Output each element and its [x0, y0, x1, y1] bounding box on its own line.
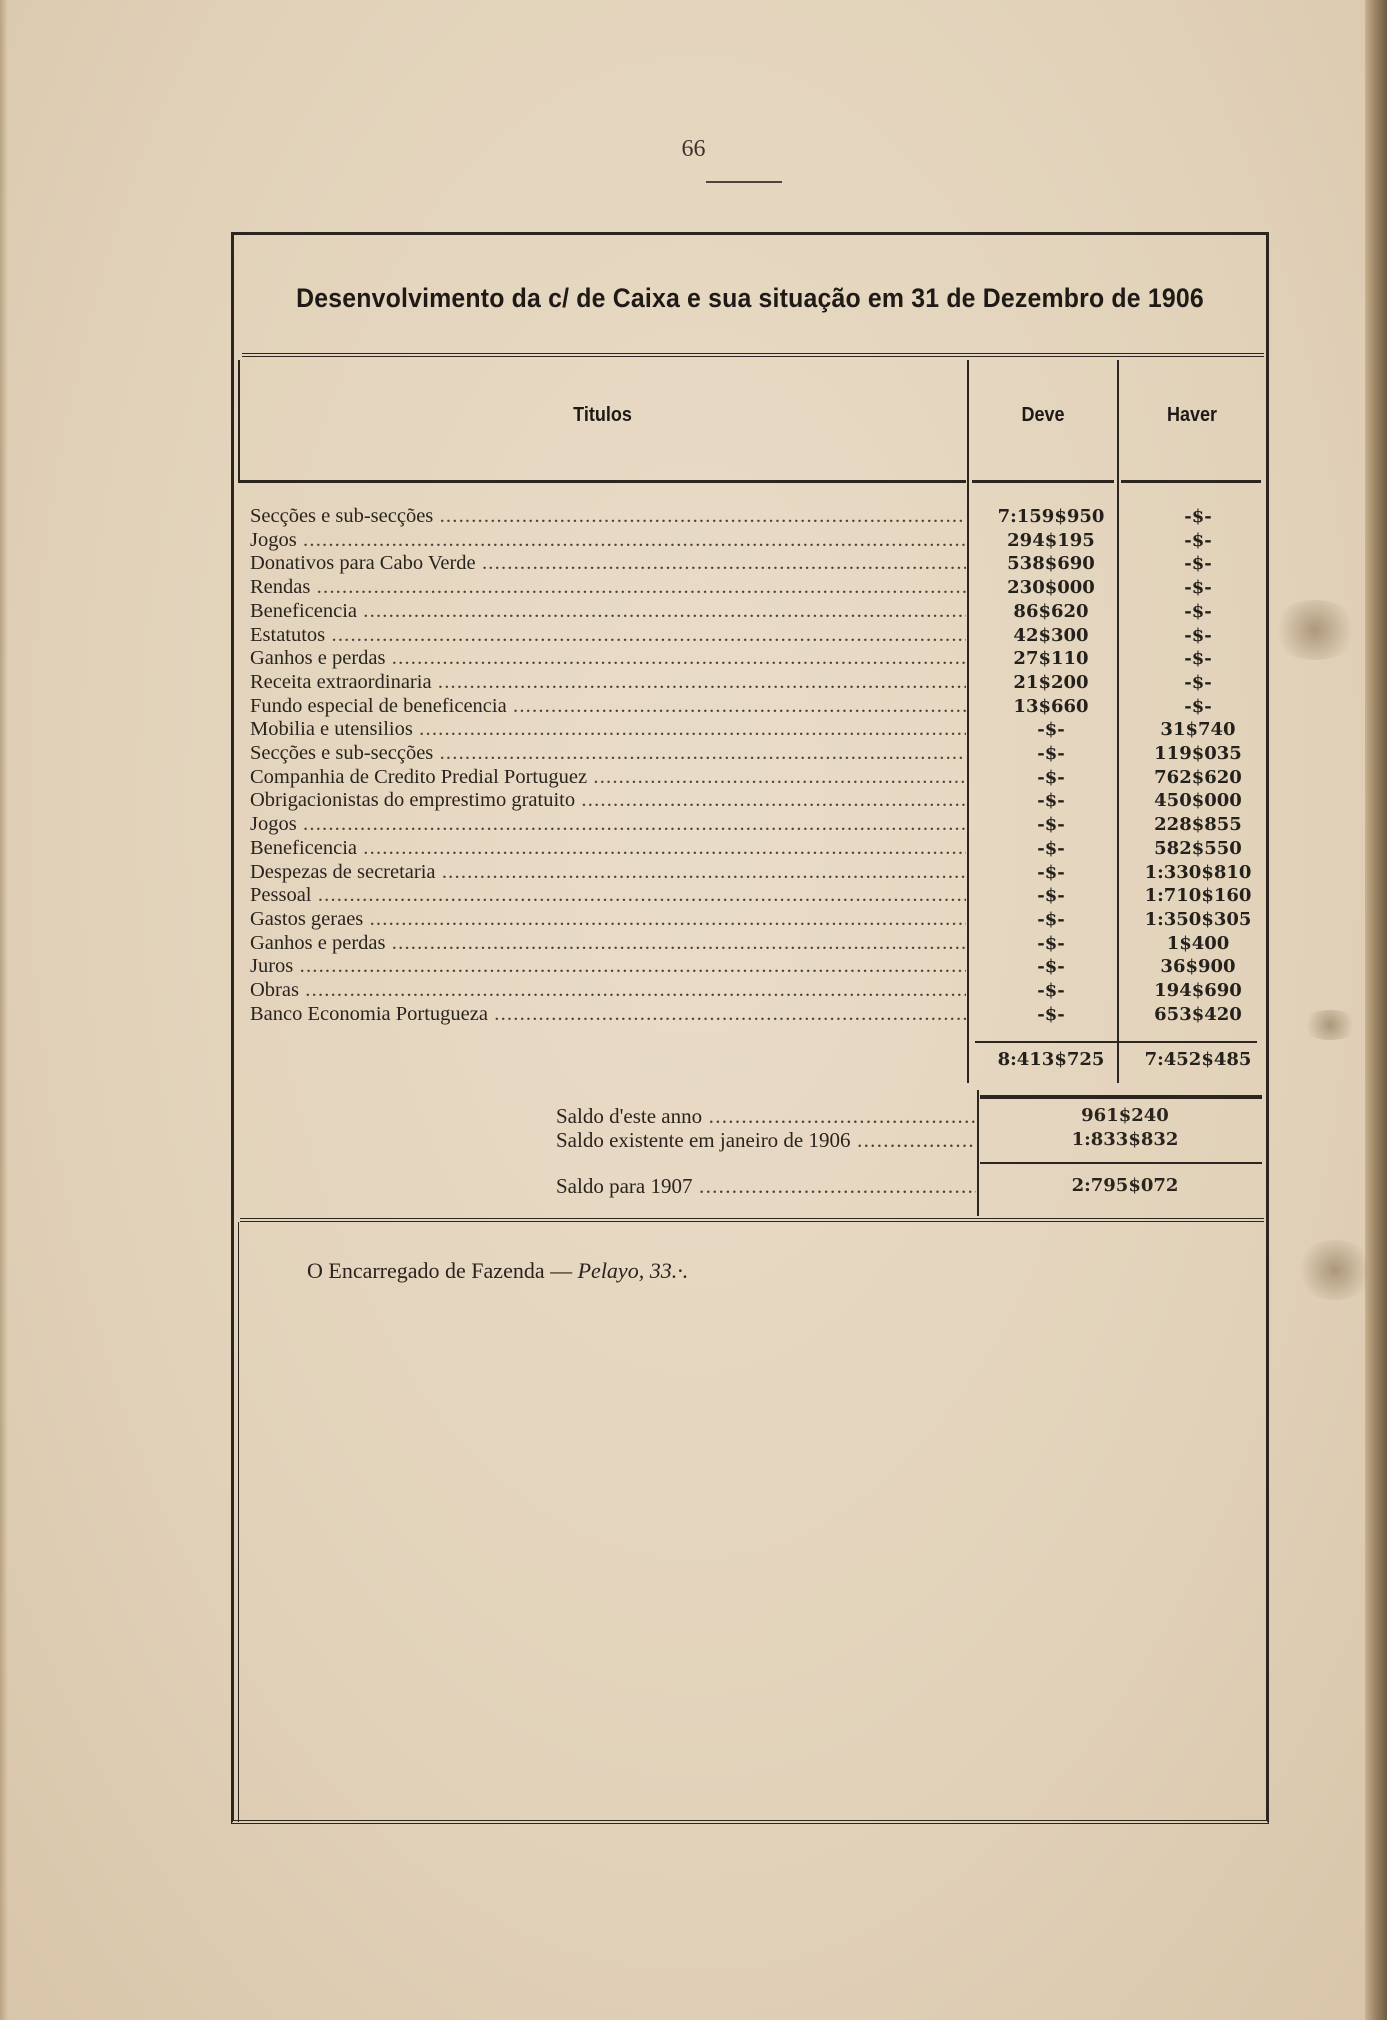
header-bottom-rule-deve: [972, 480, 1114, 483]
saldo-final-value: 2:795$072: [1071, 1175, 1179, 1196]
ledger-row: [250, 861, 1250, 885]
ledger-row: [250, 766, 1250, 790]
row-haver: -$-: [1184, 624, 1212, 646]
ledger-row: [250, 576, 1250, 600]
row-haver: 1:330$810: [1144, 861, 1252, 883]
ledger-row: [250, 671, 1250, 695]
row-haver: 36$900: [1160, 956, 1236, 978]
row-titulo: Estatutos .....: [250, 624, 966, 648]
row-haver: 119$035: [1154, 743, 1242, 764]
signature-name: Pelayo, 33.·.: [577, 1258, 689, 1283]
page-number-rule: [706, 181, 782, 183]
saldo-label: Saldo existente em janeiro de 1906 .....: [556, 1128, 976, 1152]
ledger-row: [250, 624, 1250, 648]
ledger-row: [250, 955, 1250, 979]
row-titulo: Gastos geraes .....: [250, 908, 966, 932]
row-titulo: Mobilia e utensilios .....: [250, 718, 966, 742]
page-left-edge: [0, 0, 8, 2020]
saldo-mid-rule: [980, 1162, 1262, 1164]
ledger-row: [250, 1003, 1250, 1027]
header-bottom-rule-titulos: [238, 480, 966, 483]
row-deve: 538$690: [1007, 553, 1095, 575]
row-titulo: Pessoal .....: [250, 884, 966, 908]
row-titulo: Rendas .....: [250, 576, 966, 600]
row-titulo: Jogos .....: [250, 813, 966, 837]
row-titulo: Obrigacionistas do emprestimo gratuito .....: [250, 789, 966, 813]
paper-stain: [1270, 600, 1360, 660]
saldo-value: 961$240: [1081, 1105, 1169, 1126]
ledger-row: [250, 695, 1250, 719]
row-haver: 450$000: [1154, 790, 1242, 812]
total-deve: 8:413$725: [997, 1049, 1105, 1070]
saldo-label: Saldo d'este anno .....: [556, 1104, 976, 1128]
row-titulo: Receita extraordinaria .....: [250, 671, 966, 695]
row-deve: 27$110: [1013, 648, 1089, 670]
row-haver: 1$400: [1166, 932, 1230, 954]
row-haver: 653$420: [1154, 1003, 1242, 1025]
ledger-row: [250, 908, 1250, 932]
row-haver: -$-: [1184, 529, 1212, 551]
ledger-row: [250, 979, 1250, 1003]
row-titulo: Ganhos e perdas .....: [250, 932, 966, 956]
row-deve: 294$195: [1007, 529, 1095, 551]
saldo-top-rule: [980, 1095, 1262, 1099]
ledger-row: [250, 742, 1250, 766]
row-titulo: Beneficencia .....: [250, 837, 966, 861]
row-deve: 7:159$950: [997, 506, 1105, 527]
row-titulo: Banco Economia Portugueza .....: [250, 1003, 966, 1027]
book-spine-shadow: [1365, 0, 1387, 2020]
row-haver: 582$550: [1154, 837, 1242, 859]
header-left-border: [238, 360, 240, 480]
total-haver: 7:452$485: [1144, 1049, 1252, 1070]
row-deve: 230$000: [1007, 577, 1095, 599]
totals-rule: [975, 1041, 1257, 1043]
row-haver: 228$855: [1154, 814, 1242, 836]
row-haver: -$-: [1184, 648, 1212, 670]
row-deve: -$-: [1037, 861, 1065, 883]
row-titulo: Donativos para Cabo Verde .....: [250, 552, 966, 576]
title-rule: [242, 353, 1264, 357]
ledger-row: [250, 932, 1250, 956]
row-deve: 42$300: [1013, 624, 1089, 646]
column-header-haver: Haver: [1166, 404, 1218, 426]
saldo-label: Saldo para 1907 .....: [556, 1174, 976, 1198]
paper-stain: [1300, 1010, 1360, 1040]
saldo-value: 1:833$832: [1071, 1129, 1179, 1150]
row-titulo: Obras .....: [250, 979, 966, 1003]
row-titulo: Jogos .....: [250, 529, 966, 553]
row-haver: 194$690: [1154, 980, 1242, 1001]
row-haver: -$-: [1184, 553, 1212, 575]
row-deve: -$-: [1037, 908, 1065, 930]
row-titulo: Juros .....: [250, 955, 966, 979]
ledger-row: [250, 647, 1250, 671]
paper-stain: [1295, 1240, 1375, 1300]
column-header-titulos: Titulos: [573, 404, 632, 426]
column-header-deve: Deve: [1021, 404, 1065, 426]
page-number: 66: [681, 136, 706, 162]
signature-line: [307, 1258, 688, 1284]
lower-left-border: [238, 1222, 239, 1822]
row-deve: -$-: [1037, 980, 1065, 1001]
row-titulo: Despezas de secretaria .....: [250, 861, 966, 885]
ledger-row: [250, 813, 1250, 837]
row-deve: -$-: [1037, 885, 1065, 907]
row-deve: -$-: [1037, 719, 1065, 741]
row-deve: -$-: [1037, 932, 1065, 954]
row-deve: -$-: [1037, 814, 1065, 836]
row-deve: 86$620: [1013, 600, 1089, 622]
row-haver: -$-: [1184, 577, 1212, 599]
ledger-row: [250, 789, 1250, 813]
row-titulo: Beneficencia .....: [250, 600, 966, 624]
ledger-row: [250, 600, 1250, 624]
row-titulo: Secções e sub-secções .....: [250, 505, 966, 529]
row-titulo: Secções e sub-secções .....: [250, 742, 966, 766]
table-bottom-rule: [240, 1218, 1264, 1222]
row-deve: -$-: [1037, 956, 1065, 978]
ledger-row: [250, 884, 1250, 908]
ledger-row: [250, 529, 1250, 553]
row-deve: 21$200: [1013, 671, 1089, 693]
row-haver: -$-: [1184, 506, 1212, 527]
row-titulo: Ganhos e perdas .....: [250, 647, 966, 671]
row-haver: 31$740: [1160, 719, 1236, 741]
ledger-frame: [231, 232, 1269, 1824]
row-haver: 1:710$160: [1144, 885, 1252, 907]
ledger-row: [250, 552, 1250, 576]
ledger-title: Desenvolvimento da c/ de Caixa e sua situação em 31 de Dezembro de 1906: [296, 283, 1204, 313]
row-deve: 13$660: [1013, 695, 1089, 717]
row-deve: -$-: [1037, 743, 1065, 764]
row-haver: 762$620: [1154, 766, 1242, 788]
row-haver: 1:350$305: [1144, 908, 1252, 930]
row-titulo: Companhia de Credito Predial Portuguez .....: [250, 766, 966, 790]
ledger-row: [250, 718, 1250, 742]
row-deve: -$-: [1037, 790, 1065, 812]
row-haver: -$-: [1184, 671, 1212, 693]
row-titulo: Fundo especial de beneficencia .....: [250, 695, 966, 719]
row-deve: -$-: [1037, 1003, 1065, 1025]
row-deve: -$-: [1037, 837, 1065, 859]
ledger-row: [250, 837, 1250, 861]
row-haver: -$-: [1184, 695, 1212, 717]
ledger-row: [250, 505, 1250, 529]
header-bottom-rule-haver: [1121, 480, 1261, 483]
row-haver: -$-: [1184, 600, 1212, 622]
signature-prefix: O Encarregado de Fazenda —: [307, 1258, 573, 1283]
row-deve: -$-: [1037, 766, 1065, 788]
